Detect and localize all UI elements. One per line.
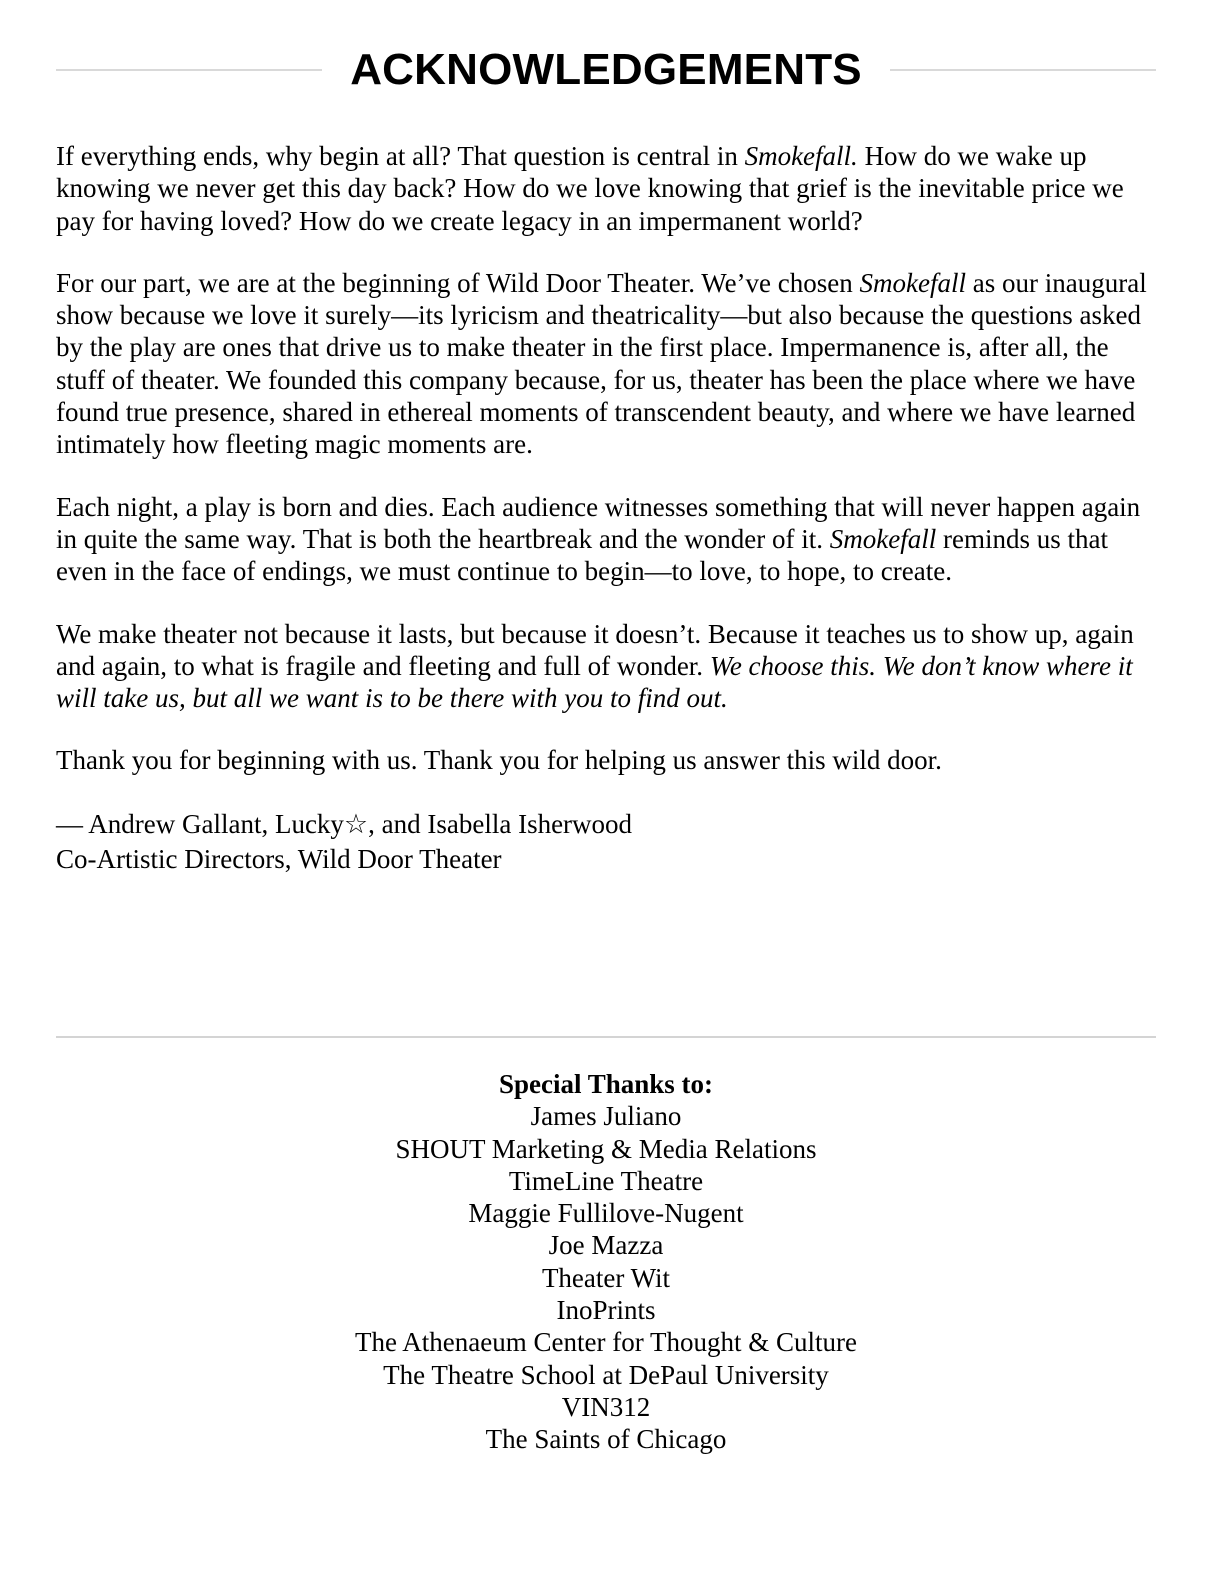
thanks-item: The Athenaeum Center for Thought & Culture [355,1327,857,1358]
special-thanks-list [56,1100,1156,1455]
heading-rule-left [56,69,322,71]
thanks-item: TimeLine Theatre [508,1165,704,1196]
italic-closing: We choose this. We don’t know where it will take us, but all we want is to be there with you to find out. [56,650,1133,714]
paragraph-1: If everything ends, why begin at all? That question is central in Smokefall. How do we wake up knowing we never get this day back? How do we love knowing that grief is the inevitable price we pay for having loved? How do we create legacy in an impermanent world? [56,141,1124,236]
heading-row [56,44,1156,96]
paragraph-4: We make theater not because it lasts, but because it doesn’t. Because it teaches us to show up, again and again, to what is fragile and fleeting and full of wonder. We choose this. We don’t know where it will take us, but all we want is to be there with you to find out. [56,618,1134,714]
paragraph-3: Each night, a play is born and dies. Each audience witnesses something that will never happen again in quite the same way. That is both the heartbreak and the wonder of it. Smokefall reminds us that even in the face of endings, we must continue to begin—to love, to hope, to create. [56,491,1141,587]
play-title: Smokefall [859,267,966,298]
play-title: Smokefall. [744,141,858,171]
thanks-item: The Theatre School at DePaul University [383,1359,829,1390]
acknowledgement-body [56,140,1156,877]
special-thanks-title: Special Thanks to: [498,1069,714,1099]
play-title: Smokefall [829,523,937,554]
thanks-item: Maggie Fullilove-Nugent [468,1198,744,1229]
page-title: ACKNOWLEDGEMENTS [350,45,862,94]
thanks-item: Joe Mazza [548,1230,664,1261]
thanks-item: VIN312 [561,1391,651,1422]
signature [56,807,1156,877]
thanks-item: Theater Wit [541,1262,671,1293]
paragraph-2: For our part, we are at the beginning of Wild Door Theater. We’ve chosen Smokefall as our inaugural show because we love it surely—its lyricism and theatricality—but also because the questions asked by the play are ones that drive us to make theater in the first place. Impermanence is, after all, the stuff of theater. We founded this company because, for us, theater has been the place where we have found true presence, shared in ethereal moments of transcendent beauty, and where we have learned intimately how fleeting magic moments are. [56,267,1147,460]
signature-role: Co-Artistic Directors, Wild Door Theater [56,843,502,874]
thanks-item: The Saints of Chicago [485,1424,727,1455]
special-thanks [56,1068,1156,1456]
thanks-item: James Juliano [530,1101,682,1132]
thanks-item: SHOUT Marketing & Media Relations [395,1133,817,1164]
signature-names: — Andrew Gallant, Lucky☆, and Isabella Isherwood [56,808,633,839]
thanks-item: InoPrints [556,1295,656,1326]
paragraph-5: Thank you for beginning with us. Thank you for helping us answer this wild door. [56,745,942,776]
heading-rule-right [890,69,1156,71]
section-divider [56,1036,1156,1038]
